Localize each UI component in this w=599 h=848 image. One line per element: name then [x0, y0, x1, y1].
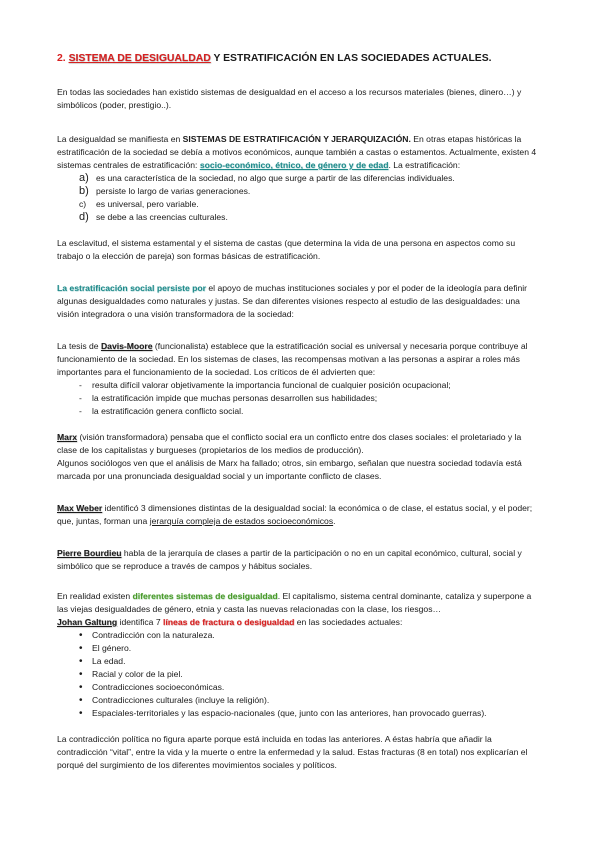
list-item	[79, 642, 542, 655]
paragraph-bourdieu	[57, 547, 542, 573]
stratification-list	[57, 172, 542, 224]
list-marker: b)	[79, 185, 89, 197]
title-rest: Y ESTRATIFICACIÓN EN LAS SOCIEDADES ACTUALES.	[210, 53, 492, 64]
bold-term: SISTEMAS DE ESTRATIFICACIÓN Y JERARQUIZACIÓN.	[182, 134, 411, 144]
list-item	[79, 211, 542, 224]
paragraph-intro: En todas las sociedades han existido sistemas de desigualdad en el acceso a los recursos materiales (bienes, dinero…) y simbólicos (poder, prestigio..).	[57, 87, 522, 110]
paragraph-galtung	[57, 590, 542, 629]
list-marker: •	[79, 643, 83, 654]
list-text: Contradicciones culturales (incluye la religión).	[92, 695, 270, 705]
list-marker: •	[79, 669, 83, 680]
list-marker: -	[79, 406, 82, 416]
highlight-systems-inequality: diferentes sistemas de desigualdad	[132, 591, 278, 601]
list-marker: •	[79, 695, 83, 706]
author-davis-moore: Davis-Moore	[100, 341, 153, 351]
highlight-systems: socio-económico, étnico, de género y de edad	[199, 160, 389, 170]
list-marker: -	[79, 393, 82, 403]
list-item	[79, 629, 542, 642]
paragraph-marx	[57, 431, 542, 457]
author-bourdieu: Pierre Bourdieu	[57, 548, 122, 558]
list-item	[79, 668, 542, 681]
list-marker: c)	[79, 199, 87, 209]
text: (visión transformadora) pensaba que el conflicto social era un conflicto entre dos clases sociales: el proletariado y la clase de los capitalistas y burgueses (propietarios de los medios de producción).	[57, 432, 522, 455]
list-item	[79, 694, 542, 707]
underlined-hierarchy: jerarquía compleja de estados socioeconómicos	[149, 516, 334, 526]
title-highlight: SISTEMA DE DESIGUALDAD	[68, 53, 211, 64]
text: La tesis de	[57, 341, 101, 351]
paragraph-slavery: La esclavitud, el sistema estamental y el sistema de castas (que determina la vida de una persona en aspectos como su trabajo o la elección de pareja) son formas básicas de estratificación.	[57, 238, 516, 261]
text: La desigualdad se manifiesta en	[57, 134, 183, 144]
text: .	[333, 516, 336, 526]
list-text: persiste lo largo de varias generaciones.	[96, 186, 251, 196]
section-title	[57, 52, 542, 66]
fracture-lines-list	[57, 629, 542, 720]
critics-list	[57, 379, 542, 418]
list-text: Racial y color de la piel.	[92, 669, 183, 679]
highlight-persistence: La estratificación social persiste por	[57, 283, 207, 293]
list-marker: •	[79, 630, 83, 641]
paragraph-manifestation	[57, 133, 542, 172]
text: identificó 3 dimensiones distintas de la desigualdad social: la económica o de clase, el estatus social, y el poder; que, juntas, forman una	[57, 503, 533, 526]
list-text: Contradicción con la naturaleza.	[92, 630, 215, 640]
text: habla de la jerarquía de clases a partir de la participación o no en un capital económico, cultural, social y simbólico que se reproduce a través de campos y hábitus sociales.	[57, 548, 522, 571]
list-item	[79, 172, 542, 185]
text: . El capitalismo, sistema central dominante, cataliza y superpone a las viejas desigualdades de género, etnia y casta las nuevas relacionadas con la clase, los riesgos…	[57, 591, 532, 614]
document-page	[57, 52, 542, 772]
author-galtung: Johan Galtung	[57, 617, 118, 627]
list-item	[79, 681, 542, 694]
list-text: la estratificación impide que muchas personas desarrollen sus habilidades;	[92, 393, 378, 403]
list-item	[79, 198, 542, 211]
list-item	[79, 392, 542, 405]
list-marker: d)	[79, 211, 89, 223]
text: . La estratificación:	[388, 160, 461, 170]
list-text: La edad.	[92, 656, 126, 666]
text: En otras etapas históricas la estratificación de la sociedad se debía a motivos económicos, aunque también a castas o estamentos. Actualmente, existen 4 sistemas centrales de estratificación:	[57, 134, 537, 170]
paragraph-persistence	[57, 282, 542, 321]
list-text: es universal, pero variable.	[96, 199, 199, 209]
text: identifica 7	[117, 617, 164, 627]
list-text: la estratificación genera conflicto social.	[92, 406, 244, 416]
list-marker: -	[79, 380, 82, 390]
text: en las sociedades actuales:	[294, 617, 403, 627]
list-item	[79, 405, 542, 418]
highlight-fracture-lines: líneas de fractura o desigualdad	[163, 617, 295, 627]
paragraph-marx-critique: Algunos sociólogos ven que el análisis de Marx ha fallado; otros, sin embargo, señalan que nuestra sociedad todavía está marcada por una pronunciada desigualdad social y un importante conflicto de clases.	[57, 458, 522, 481]
section-number: 2.	[57, 53, 66, 64]
list-text: Contradicciones socioeconómicas.	[92, 682, 225, 692]
list-marker: a)	[79, 172, 89, 184]
paragraph-political: La contradicción política no figura aparte porque está incluida en todas las anteriores. A éstas habría que añadir la contradicción “vital”, entre la vida y la muerte o entre la enfermedad y la salud. Estas fracturas (8 en total) nos explicarían el porqué del surgimiento de los diferentes movimientos sociales y políticos.	[57, 734, 528, 770]
list-text: Espaciales-territoriales y las espacio-nacionales (que, junto con las anteriores, han provocado guerras).	[92, 708, 487, 718]
list-marker: •	[79, 708, 83, 719]
list-item	[79, 707, 542, 720]
text: el apoyo de muchas instituciones sociales y por el poder de la ideología para definir algunas desigualdades como naturales y justas. Se dan diferentes visiones respecto al estudio de las desigualdades: una visión integradora o una visión transformadora de la sociedad:	[57, 283, 528, 319]
text: En realidad existen	[57, 591, 133, 601]
list-item	[79, 185, 542, 198]
author-weber: Max Weber	[57, 503, 103, 513]
paragraph-davis-moore	[57, 340, 542, 379]
list-text: es una característica de la sociedad, no algo que surge a partir de las diferencias individuales.	[96, 173, 455, 183]
list-item	[79, 655, 542, 668]
list-text: El género.	[92, 643, 132, 653]
author-marx: Marx	[57, 432, 78, 442]
paragraph-weber	[57, 502, 542, 528]
text: (funcionalista) establece que la estratificación social es universal y necesaria porque contribuye al funcionamiento de la sociedad. En los sistemas de clases, las recompensas motivan a las personas a aspirar a roles más importantes para el funcionamiento de la sociedad. Los críticos de él advierten que:	[57, 341, 528, 377]
list-text: resulta difícil valorar objetivamente la importancia funcional de cualquier posición ocupacional;	[92, 380, 451, 390]
list-marker: •	[79, 656, 83, 667]
list-text: se debe a las creencias culturales.	[96, 212, 228, 222]
list-item	[79, 379, 542, 392]
list-marker: •	[79, 682, 83, 693]
